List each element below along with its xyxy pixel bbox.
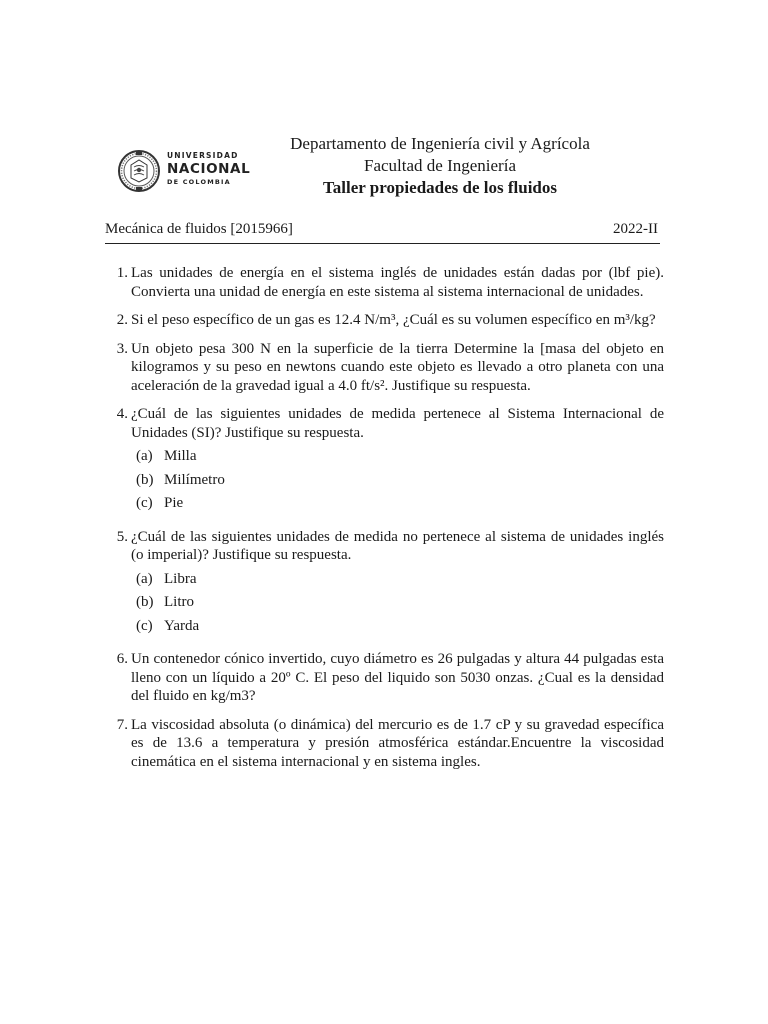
logo-wordmark: [167, 151, 259, 187]
option-list: [131, 447, 664, 518]
option-label: (a): [136, 570, 153, 587]
question-text: Un contenedor cónico invertido, cuyo diámetro es 26 pulgadas y altura 44 pulgadas esta lleno con un líquido a 20º C. El peso del liquido son 5030 onzas. ¿Cual es la densidad del fluido en kg/m3?: [131, 651, 664, 704]
course-term: 2022-II: [613, 221, 658, 237]
university-seal-icon: [117, 145, 161, 197]
option-text: Litro: [164, 594, 194, 610]
question-text: Las unidades de energía en el sistema inglés de unidades están dadas por (lbf pie). Convierta una unidad de energía en este sistema al sistema internacional de unidades.: [131, 265, 664, 300]
question-text: ¿Cuál de las siguientes unidades de medida pertenece al Sistema Internacional de Unidades (SI)? Justifique su respuesta.: [131, 406, 664, 441]
document-header: [250, 133, 630, 199]
document-title: Taller propiedades de los fluidos: [323, 178, 557, 197]
option-text: Milla: [164, 448, 197, 464]
question-number: 5.: [116, 528, 128, 545]
question-number: 4.: [116, 406, 128, 422]
question-number: 7.: [116, 716, 128, 733]
question-text: La viscosidad absoluta (o dinámica) del mercurio es de 1.7 cP y su gravedad específica es de 13.6 a temperatura y presión atmosférica estándar.Encuentre la viscosidad cinemática en el sistema internacional y en sistema ingles.: [131, 716, 664, 770]
question-4: [106, 405, 664, 518]
question-2: [106, 311, 664, 330]
option-item: [131, 593, 664, 617]
department-name: Departamento de Ingeniería civil y Agrícola: [290, 134, 590, 153]
option-label: (c): [136, 495, 153, 511]
logo-line-universidad: UNIVERSIDAD: [167, 151, 239, 160]
option-item: [131, 494, 664, 518]
question-text: Un objeto pesa 300 N en la superficie de la tierra Determine la [masa del objeto en kilogramos y su peso en newtons cuando este objeto es llevado a otro planeta con una aceleración de la gravedad igual a 4.0 ft/s². Justifique su respuesta.: [131, 340, 664, 394]
course-bar: [105, 221, 660, 244]
option-item: [131, 617, 664, 641]
question-number: 3.: [116, 340, 128, 357]
logo-line-colombia: DE COLOMBIA: [167, 178, 231, 186]
option-text: Milímetro: [164, 471, 225, 488]
question-5: [106, 528, 664, 641]
question-1: [106, 264, 664, 301]
option-item: [131, 447, 664, 471]
course-name: Mecánica de fluidos [2015966]: [105, 221, 293, 237]
option-label: (a): [136, 448, 153, 464]
question-list: [106, 264, 664, 781]
option-text: Libra: [164, 570, 197, 587]
question-text: Si el peso específico de un gas es 12.4 N/m³, ¿Cuál es su volumen específico en m³/kg?: [131, 312, 656, 328]
logo-line-nacional: NACIONAL: [167, 161, 251, 177]
faculty-name: Facultad de Ingeniería: [364, 156, 516, 175]
option-text: Pie: [164, 495, 184, 511]
option-label: (b): [136, 471, 154, 488]
university-logo: [117, 145, 257, 197]
option-label: (b): [136, 594, 154, 610]
option-label: (c): [136, 617, 153, 634]
question-3: [106, 340, 664, 396]
question-7: [106, 716, 664, 772]
question-number: 6.: [116, 651, 128, 667]
question-number: 2.: [116, 312, 128, 328]
option-text: Yarda: [164, 617, 200, 634]
option-item: [131, 570, 664, 594]
question-6: [106, 650, 664, 706]
option-item: [131, 471, 664, 495]
question-number: 1.: [116, 265, 128, 281]
option-list: [131, 570, 664, 641]
question-text: ¿Cuál de las siguientes unidades de medida no pertenece al sistema de unidades inglés (o imperial)? Justifique su respuesta.: [131, 528, 664, 563]
